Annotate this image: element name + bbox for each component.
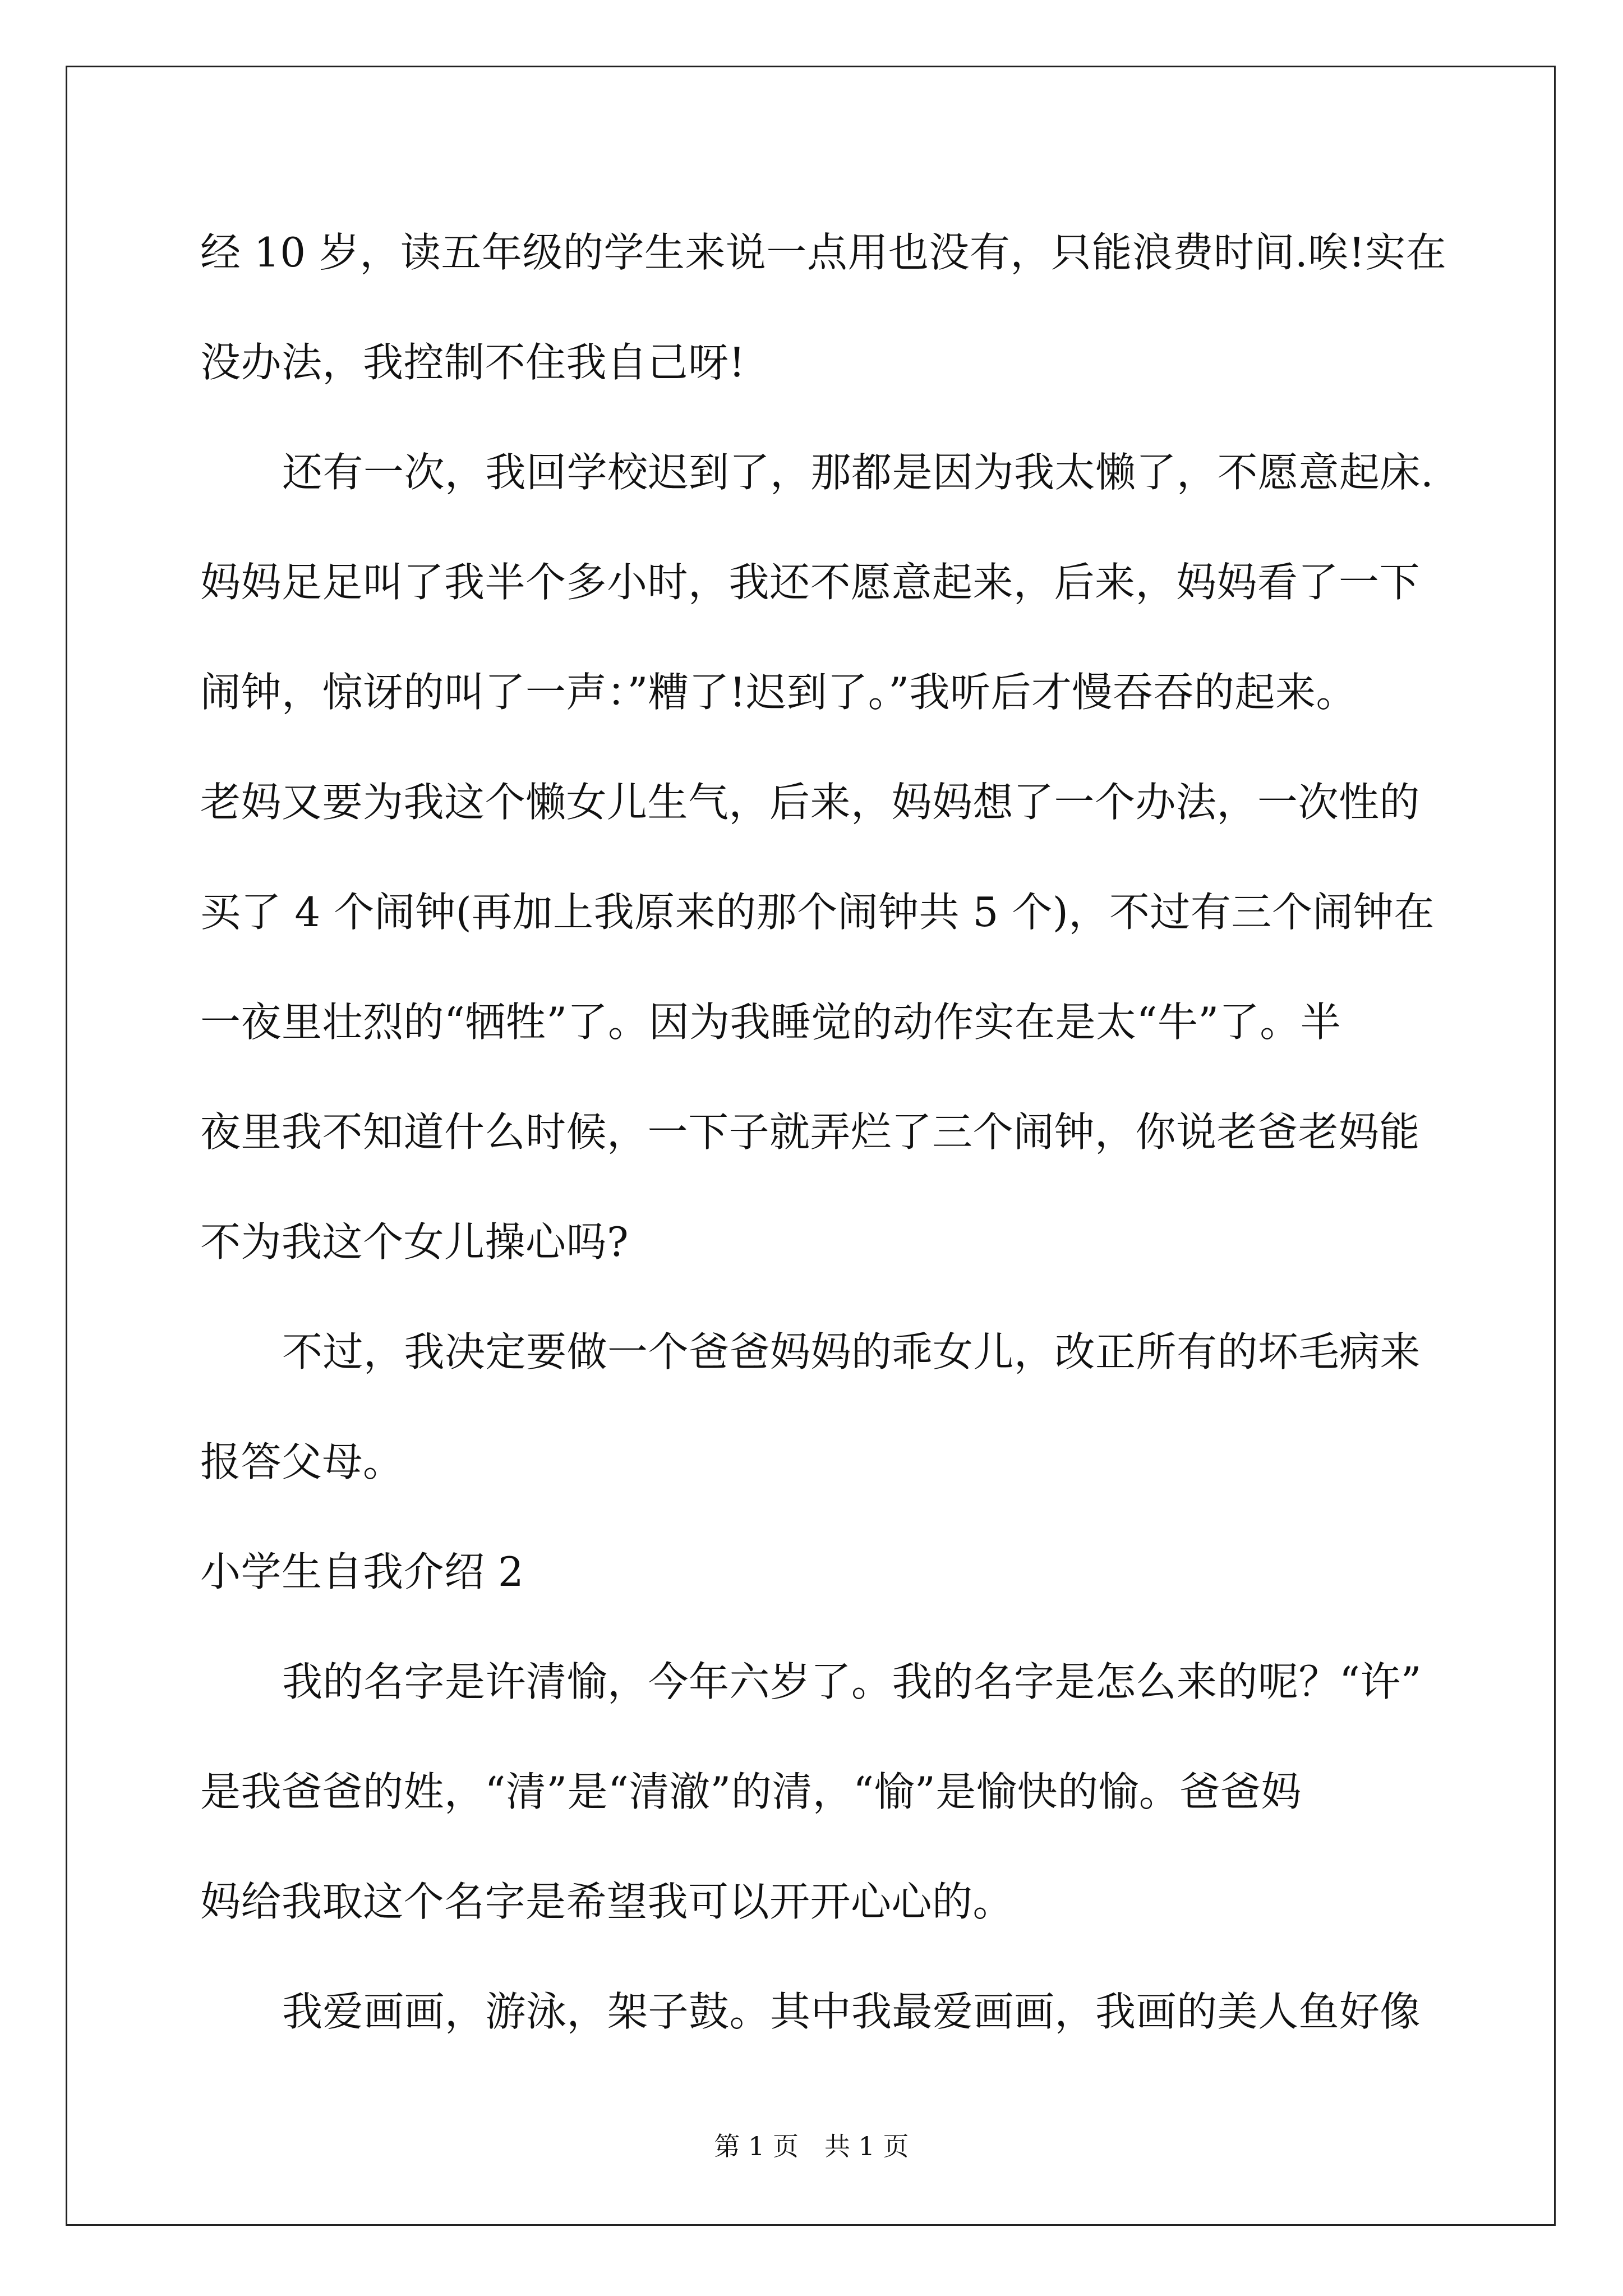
text-line: 是我爸爸的姓，“清”是“清澈”的清，“愉”是愉快的愉。爸爸妈 <box>200 1768 1302 1815</box>
page-footer: 第 1 页 共 1 页 <box>714 2131 909 2161</box>
text-line: 妈给我取这个名字是希望我可以开开心心的。 <box>200 1878 1014 1925</box>
paragraph-start: 还有一次，我回学校迟到了，那都是因为我太懒了，不愿意起床. <box>282 449 1434 496</box>
text-line: 报答父母。 <box>200 1438 404 1485</box>
section-heading: 小学生自我介绍 2 <box>200 1548 524 1595</box>
text-line: 闹钟，惊讶的叫了一声：”糟了!迟到了。”我听后才慢吞吞的起来。 <box>200 669 1357 716</box>
paragraph-start: 我爱画画，游泳，架子鼓。其中我最爱画画，我画的美人鱼好像 <box>282 1988 1421 2035</box>
text-line: 老妈又要为我这个懒女儿生气，后来，妈妈想了一个办法，一次性的 <box>200 779 1421 826</box>
text-line: 没办法，我控制不住我自己呀! <box>200 339 745 386</box>
text-line: 妈妈足足叫了我半个多小时，我还不愿意起来，后来，妈妈看了一下 <box>200 559 1421 606</box>
paragraph-start: 不过，我决定要做一个爸爸妈妈的乖女儿，改正所有的坏毛病来 <box>282 1328 1421 1375</box>
text-line: 一夜里壮烈的“牺牲”了。因为我睡觉的动作实在是太“牛”了。半 <box>200 999 1341 1046</box>
text-line: 不为我这个女儿操心吗? <box>200 1218 629 1266</box>
paragraph-start: 我的名字是许清愉，今年六岁了。我的名字是怎么来的呢？“许” <box>282 1658 1422 1705</box>
text-line: 买了 4 个闹钟(再加上我原来的那个闹钟共 5 个)，不过有三个闹钟在 <box>200 889 1435 936</box>
text-line: 经 10 岁，读五年级的学生来说一点用也没有，只能浪费时间.唉!实在 <box>200 229 1447 276</box>
text-line: 夜里我不知道什么时候，一下子就弄烂了三个闹钟，你说老爸老妈能 <box>200 1108 1421 1156</box>
document-body <box>200 208 1447 2077</box>
